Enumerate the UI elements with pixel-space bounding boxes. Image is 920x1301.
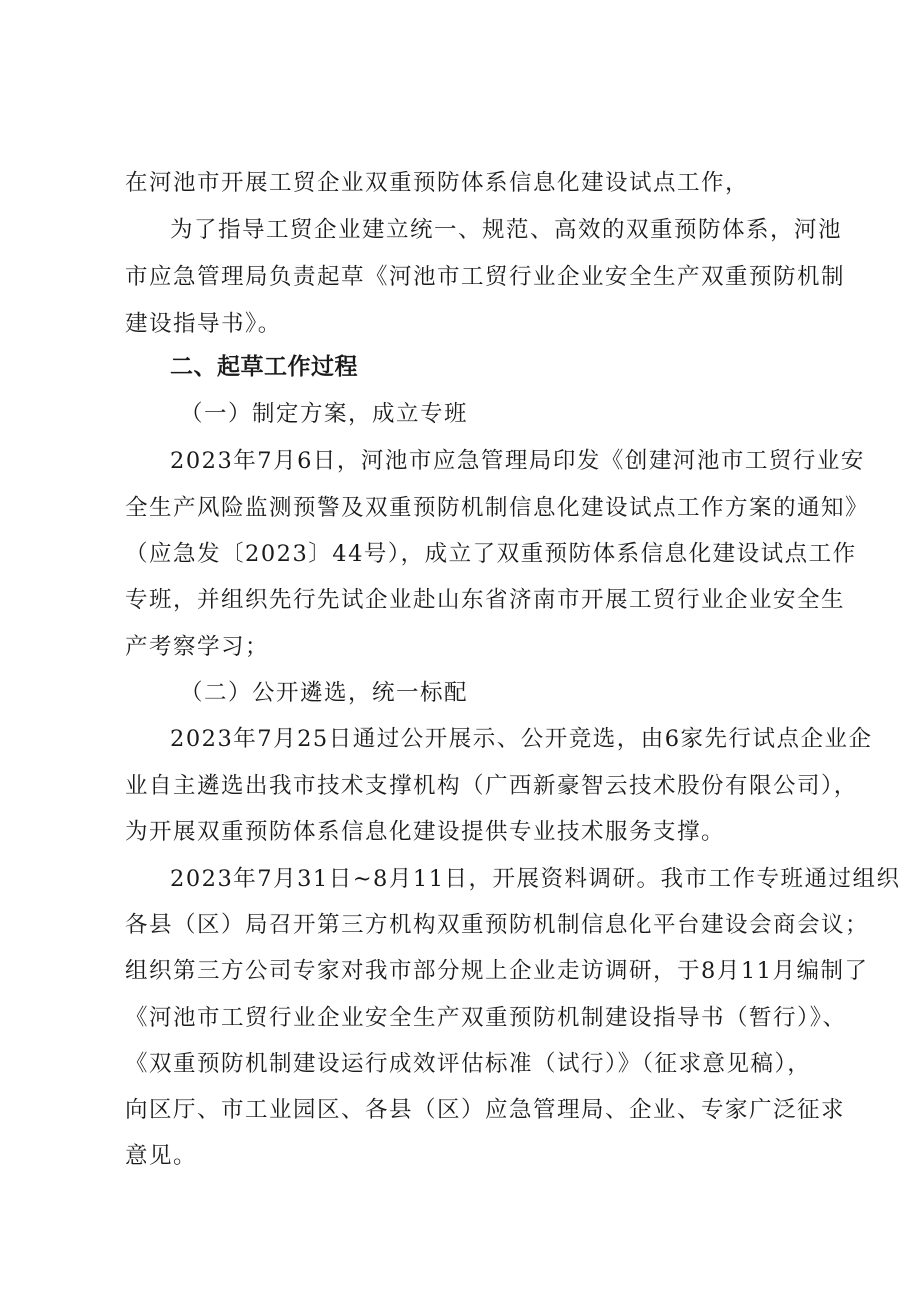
body-text-line: 产考察学习；	[125, 634, 270, 660]
body-text-line: 意见。	[125, 1143, 198, 1169]
body-text-line: 各县（区）局召开第三方机构双重预防机制信息化平台建设会商会议；	[125, 912, 870, 938]
body-text-line: 业自主遴选出我市技术支撑机构（广西新豪智云技术股份有限公司），	[125, 773, 858, 799]
body-text-line: 市应急管理局负责起草《河池市工贸行业企业安全生产双重预防机制	[125, 264, 846, 290]
body-text-line: 向区厅、市工业园区、各县（区）应急管理局、企业、专家广泛征求	[125, 1097, 846, 1123]
body-text-line: 《双重预防机制建设运行成效评估标准（试行）》（征求意见稿），	[125, 1051, 812, 1077]
body-text-line: 全生产风险监测预警及双重预防机制信息化建设试点工作方案的通知》	[125, 495, 870, 521]
body-text-line: 建设指导书》。	[125, 311, 282, 337]
body-text-line: 《河池市工贸行业企业安全生产双重预防机制建设指导书（暂行）》、	[125, 1005, 847, 1031]
subsection-heading: （一）制定方案，成立专班	[180, 401, 469, 427]
body-text-line: 2023年7月6日，河池市应急管理局印发《创建河池市工贸行业安	[170, 448, 865, 474]
body-text-line: 在河池市开展工贸企业双重预防体系信息化建设试点工作，	[125, 170, 750, 196]
subsection-heading: （二）公开遴选，统一标配	[180, 680, 469, 706]
body-text-line: 2023年7月31日~8月11日，开展资料调研。我市工作专班通过组织	[170, 866, 901, 892]
body-text-line: （应急发〔2023〕44号），成立了双重预防体系信息化建设试点工作	[125, 541, 857, 567]
body-text-line: 专班，并组织先行先试企业赴山东省济南市开展工贸行业企业安全生	[125, 587, 846, 613]
body-text-line: 2023年7月25日通过公开展示、公开竞选，由6家先行试点企业企	[170, 726, 873, 752]
body-text-line: 为开展双重预防体系信息化建设提供专业技术服务支撑。	[125, 819, 726, 845]
body-text-line: 为了指导工贸企业建立统一、规范、高效的双重预防体系，河池	[170, 217, 843, 243]
section-heading: 二、起草工作过程	[170, 354, 358, 380]
body-text-line: 组织第三方公司专家对我市部分规上企业走访调研，于8月11月编制了	[125, 958, 869, 984]
